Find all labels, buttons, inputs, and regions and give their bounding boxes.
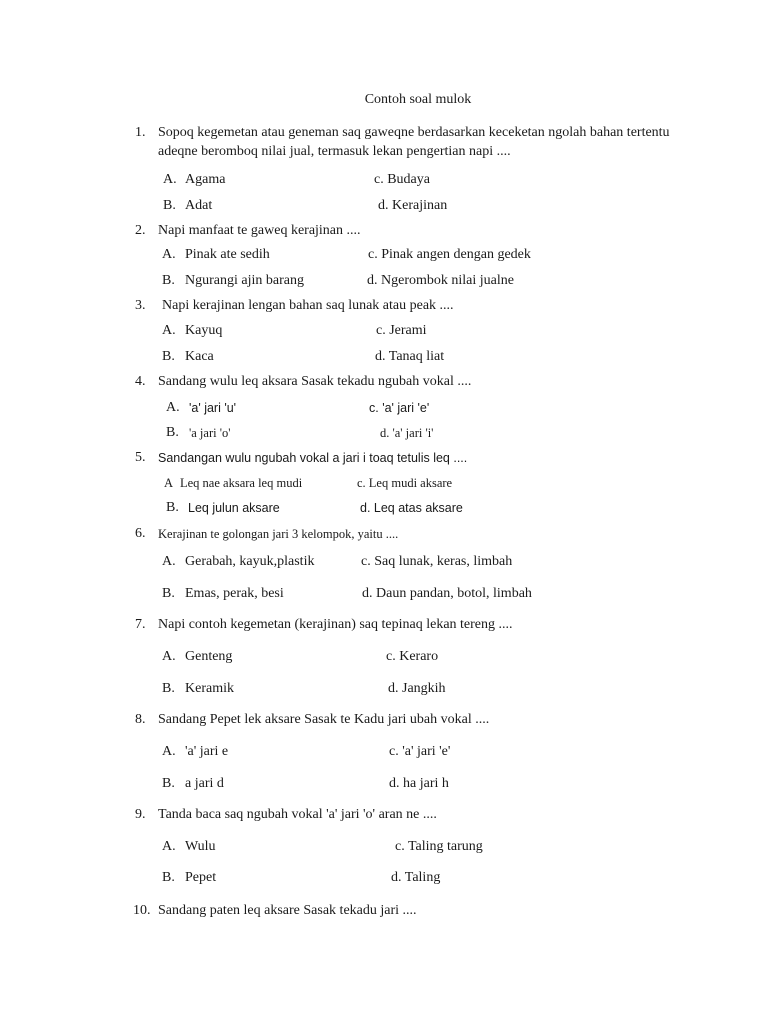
question-number: 8. (135, 712, 146, 727)
question-number: 5. (135, 450, 146, 465)
question-number: 7. (135, 617, 146, 632)
question-text: Sandangan wulu ngubah vokal a jari i toaq tetulis leq .... (158, 451, 468, 465)
question-number: 2. (135, 223, 146, 238)
option-a: Agama (185, 172, 226, 187)
option-c: c. Saq lunak, keras, limbah (361, 554, 513, 569)
option-a: Wulu (185, 839, 216, 854)
option-d: d. 'a' jari 'i' (380, 426, 434, 440)
option-a: Gerabah, kayuk,plastik (185, 554, 315, 569)
option-letter: B. (162, 586, 175, 601)
question-number: 10. (133, 903, 151, 918)
option-letter: B. (162, 870, 175, 885)
question-text: adeqne beromboq nilai jual, termasuk lekan pengertian napi .... (158, 144, 511, 159)
option-a: 'a' jari 'u' (189, 401, 237, 415)
option-d: d. Kerajinan (378, 198, 448, 213)
option-c: c. Pinak angen dengan gedek (368, 247, 531, 262)
option-letter: A. (162, 744, 176, 759)
option-letter: A. (163, 172, 177, 187)
question-text: Tanda baca saq ngubah vokal 'a' jari 'o' aran ne .... (158, 807, 437, 822)
option-b: Emas, perak, besi (185, 586, 284, 601)
option-letter: B. (163, 198, 176, 213)
option-a: Genteng (185, 649, 233, 664)
question-number: 1. (135, 125, 146, 140)
option-a: 'a' jari e (185, 744, 229, 759)
question-number: 4. (135, 374, 146, 389)
question-text: Kerajinan te golongan jari 3 kelompok, yaitu .... (158, 527, 399, 541)
option-d: d. Jangkih (388, 681, 446, 696)
option-c: c. Leq mudi aksare (357, 476, 453, 490)
option-d: d. ha jari h (389, 776, 449, 791)
option-d: d. Ngerombok nilai jualne (367, 273, 514, 288)
question-text: Sopoq kegemetan atau geneman saq gaweqne berdasarkan keceketan ngolah bahan tertentu (158, 125, 670, 140)
option-c: c. 'a' jari 'e' (369, 401, 430, 415)
option-a: Kayuq (185, 323, 223, 338)
option-letter: B. (166, 500, 179, 515)
question-text: Napi contoh kegemetan (kerajinan) saq tepinaq lekan tereng .... (158, 617, 513, 632)
option-letter: A. (162, 649, 176, 664)
question-text: Sandang Pepet lek aksare Sasak te Kadu jari ubah vokal .... (158, 712, 490, 727)
option-c: c. Jerami (376, 323, 427, 338)
option-d: d. Tanaq liat (375, 349, 445, 364)
option-a: Leq nae aksara leq mudi (180, 476, 303, 490)
option-c: c. Budaya (374, 172, 430, 187)
question-text: Napi kerajinan lengan bahan saq lunak atau peak .... (162, 298, 454, 313)
option-letter: B. (162, 776, 175, 791)
option-letter: A. (162, 839, 176, 854)
option-c: c. Taling tarung (395, 839, 483, 854)
option-letter: A. (166, 400, 180, 415)
option-letter: A. (162, 247, 176, 262)
option-c: c. 'a' jari 'e' (389, 744, 451, 759)
option-letter: B. (166, 425, 179, 440)
option-b: Ngurangi ajin barang (185, 273, 304, 288)
question-number: 6. (135, 526, 146, 541)
option-d: d. Leq atas aksare (360, 501, 463, 515)
option-letter: A (164, 476, 174, 490)
option-a: Pinak ate sedih (185, 247, 270, 262)
option-d: d. Taling (391, 870, 441, 885)
option-b: Leq julun aksare (188, 501, 280, 515)
option-c: c. Keraro (386, 649, 439, 664)
option-letter: B. (162, 349, 175, 364)
question-text: Napi manfaat te gaweq kerajinan .... (158, 223, 361, 238)
question-number: 3. (135, 298, 146, 313)
question-text: Sandang paten leq aksare Sasak tekadu jari .... (158, 903, 417, 918)
page-title: Contoh soal mulok (364, 92, 472, 107)
option-b: Adat (185, 198, 213, 213)
option-letter: B. (162, 273, 175, 288)
question-number: 9. (135, 807, 146, 822)
option-d: d. Daun pandan, botol, limbah (362, 586, 532, 601)
option-letter: A. (162, 554, 176, 569)
option-letter: A. (162, 323, 176, 338)
option-b: a jari d (185, 776, 224, 791)
option-b: Pepet (185, 870, 217, 885)
option-b: Keramik (185, 681, 234, 696)
question-text: Sandang wulu leq aksara Sasak tekadu ngubah vokal .... (158, 374, 472, 389)
option-b: Kaca (185, 349, 214, 364)
option-letter: B. (162, 681, 175, 696)
option-b: 'a jari 'o' (189, 426, 231, 440)
